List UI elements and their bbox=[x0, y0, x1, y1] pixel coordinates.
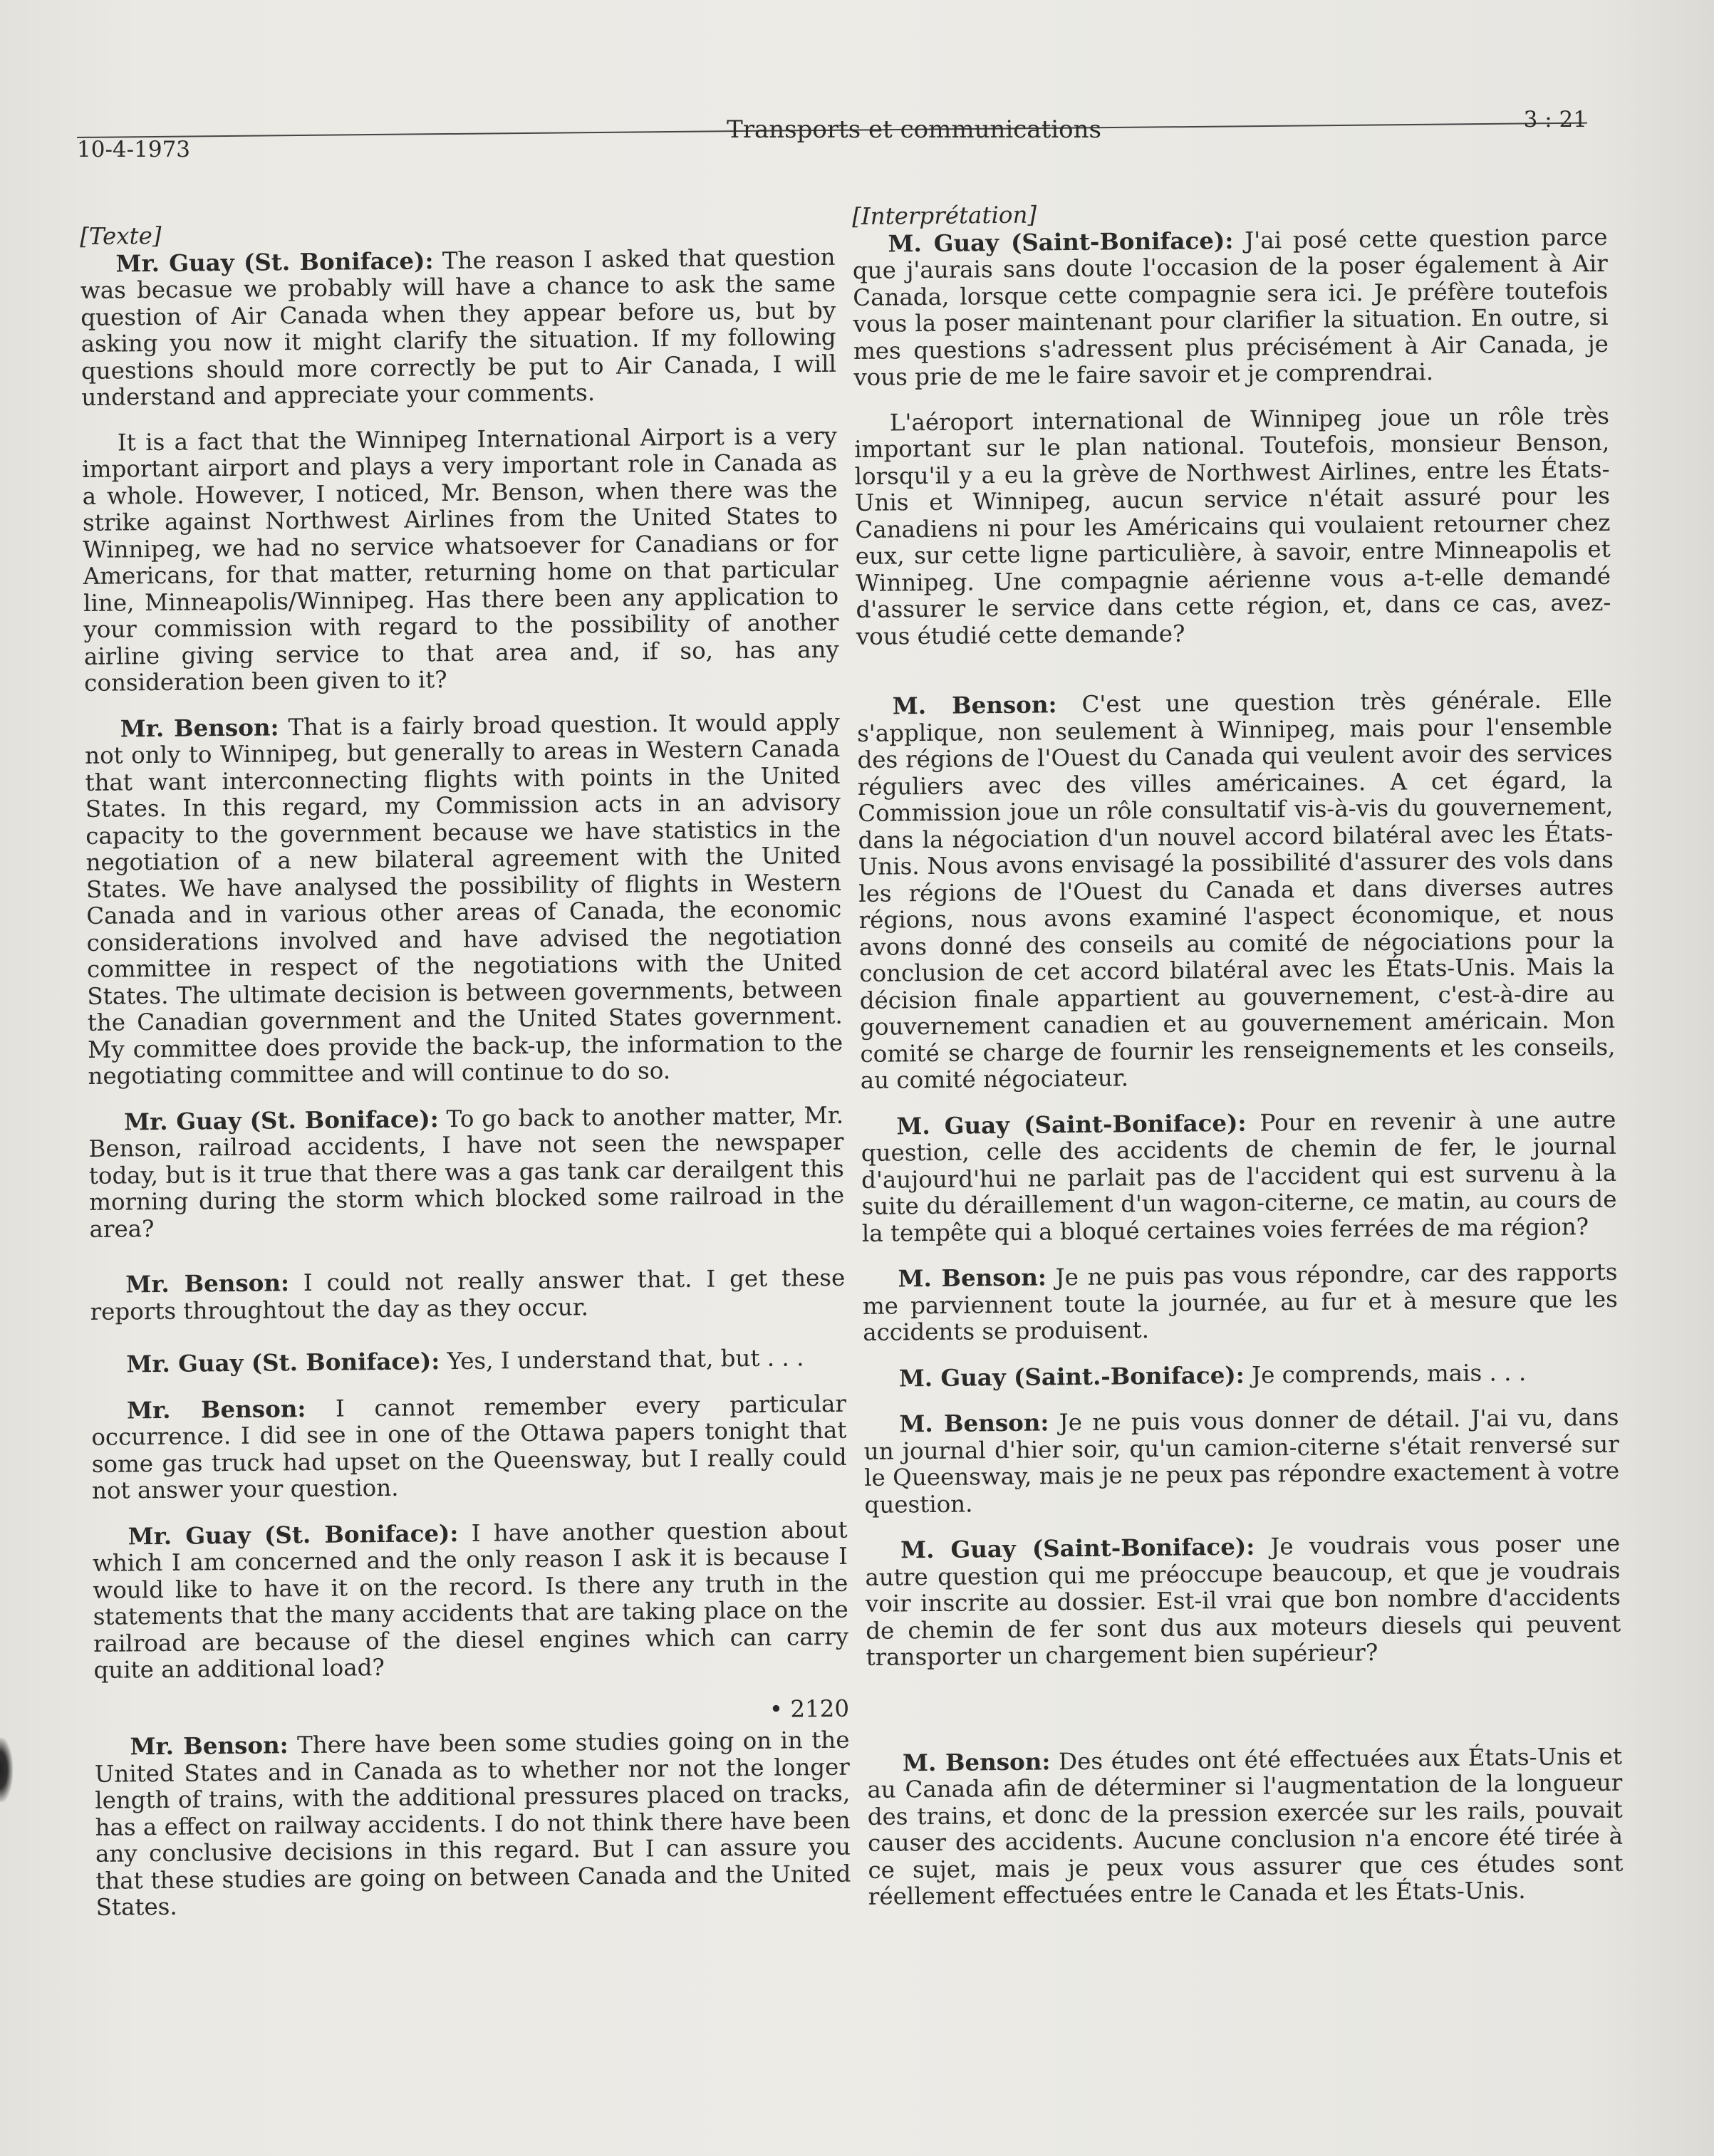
paragraph bbox=[82, 422, 840, 697]
paragraph bbox=[90, 1264, 846, 1326]
paragraph-text: There have been some studies going on in the United States and in Canada as to whether nor not the longer length of trains, with the additional pressures placed on tracks, has a effect on railway accidents. I do not think there have been any conclusive decisions in this regard. But I can assure you that these studies are going on between Canada and the United States. bbox=[94, 1726, 851, 1921]
paragraph-text: Yes, I understand that, but . . . bbox=[447, 1344, 804, 1375]
paragraph-text: C'est une question très générale. Elle s'applique, non seulement à Winnipeg, mais pour l'ensemble des régions de l'Ouest du Canada qui veulent avoir des services réguliers avec des villes américaines. A cet égard, la Commission joue un rôle consultatif vis-à-vis du gouvernement, dans la négociation d'un nouvel accord bilatéral avec les États-Unis. Nous avons envisagé la possibilité d'assurer des vols dans les régions de l'Ouest du Canada et dans diverses autres régions, nous avons examiné l'aspect économique, et nous avons donné des conseils au comité de négociations pour la conclusion de cet accord bilatéral avec les États-Unis. Mais la décision finale appartient au gouvernement, c'est-à-dire au gouvernement canadien et au gouvernement américain. Mon comité se charge de fournir les renseignements et les conseils, au comité négociateur. bbox=[856, 685, 1616, 1094]
speaker-name: Mr. Guay (St. Boniface): bbox=[126, 1347, 440, 1378]
paragraph-text: Pour en revenir à une autre question, celle des accidents de chemin de fer, le journal d'aujourd'hui ne parlait pas de l'accident qui est survenu à la suite du déraillement d'un wagon-citerne, ce matin, au cours de la tempête qui a bloqué certaines voies ferrées de ma région? bbox=[861, 1105, 1617, 1247]
speaker-name: Mr. Benson: bbox=[125, 1269, 290, 1298]
paragraph bbox=[852, 223, 1609, 391]
paragraph-text: I have another question about which I am concerned and the only reason I ask it is because I would like to have it on the record. Is there any truth in the statements that the many accidents that are taking place on the railroad are because of the diesel engines which can carry quite an additional load? bbox=[92, 1516, 849, 1684]
paragraph-text: L'aéroport international de Winnipeg joue un rôle très important sur le plan national. Toutefois, monsieur Benson, lorsqu'il y a eu la grève de Northwest Airlines, entre les États-Unis et Winnipeg, aucun service n'était assuré pour les Canadiens ni pour les Américains qui voulaient retourner chez eux, sur cette ligne particulière, à savoir, entre Minneapolis et Winnipeg. Une compagnie aérienne vous a-t-elle demandé d'assurer le service dans cette région, et, dans ce cas, avez-vous étudié cette demande? bbox=[854, 402, 1611, 650]
paragraph-text: Des études ont été effectuées aux États-Unis et au Canada afin de déterminer si l'augmentation de la longueur des trains, et donc de la pression exercée sur les rails, pouvait causer des accidents. Aucune conclusion n'a encore été tirée à ce sujet, mais je peux vous assurer que ces études sont réellement effectuées entre le Canada et les États-Unis. bbox=[867, 1742, 1624, 1910]
paragraph-text: Je ne puis vous donner de détail. J'ai vu, dans un journal d'hier soir, qu'un camion-citerne s'était renversé sur le Queensway, mais je ne peux pas répondre exactement à votre question. bbox=[863, 1403, 1620, 1519]
speaker-name: Mr. Guay (St. Boniface): bbox=[123, 1104, 439, 1135]
speaker-name: Mr. Benson: bbox=[120, 712, 279, 742]
header-date: 10-4-1973 bbox=[77, 137, 191, 162]
paragraph bbox=[80, 243, 836, 411]
paragraph-text: That is a fairly broad question. It would apply not only to Winnipeg, but generally to areas in Western Canada that want interconnecting flights with points in the United States. In this regard, my Commission acts in an advisory capacity to the government because we have statistics in the negotiation of a new bilateral agreement with the United States. We have analysed the possibility of flights in Western Canada and in various other areas of Canada, the economic considerations involved and have advised the negotiation committee in respect of the negotiations with the United States. The ultimate decision is between governments, between the Canadian government and the United States government. My committee does provide the back-up, the information to the negotiating committee and will continue to do so. bbox=[84, 708, 843, 1090]
section-label: [Interprétation] bbox=[851, 201, 1037, 230]
speaker-name: M. Guay (Saint-Boniface): bbox=[896, 1108, 1247, 1140]
paragraph bbox=[861, 1105, 1617, 1247]
paragraph-text: I cannot remember every particular occurrence. I did see in one of the Ottawa papers tonight that some gas truck had upset on the Queensway, but I really could not answer your question. bbox=[91, 1390, 847, 1504]
paragraph bbox=[865, 1530, 1621, 1672]
paragraph-text: To go back to another matter, Mr. Benson, railroad accidents, I have not seen the newspaper today, but is it true that there was a gas tank car derailgent this morning during the storm which blocked some railroad in the area? bbox=[88, 1101, 845, 1243]
paragraph bbox=[88, 1101, 845, 1243]
paragraph-text: Je ne puis pas vous répondre, car des rapports me parviennent toute la journée, au fur et à mesure que les accidents se produisent. bbox=[862, 1258, 1618, 1346]
paragraph bbox=[854, 402, 1611, 650]
paragraph-text: Je voudrais vous poser une autre question qui me préoccupe beaucoup, et que je voudrais voir inscrite au dossier. Est-il vrai que bon nombre d'accidents de chemin de fer sont dus aux moteurs diesels qui peuvent transporter un chargement bien supérieur? bbox=[865, 1529, 1621, 1671]
paragraph bbox=[93, 1516, 849, 1684]
paragraph bbox=[863, 1404, 1619, 1519]
page-header bbox=[77, 107, 1587, 162]
speaker-name: M. Guay (Saint-Boniface): bbox=[900, 1532, 1255, 1564]
paragraph bbox=[862, 1259, 1618, 1347]
paragraph bbox=[857, 686, 1616, 1095]
speaker-name: Mr. Benson: bbox=[130, 1731, 289, 1761]
paragraph-text: Je comprends, mais . . . bbox=[1251, 1358, 1527, 1389]
binding-shadow bbox=[0, 1738, 13, 1802]
speaker-name: M. Benson: bbox=[898, 1263, 1047, 1293]
speaker-name: M. Benson: bbox=[892, 690, 1057, 720]
header-page-number: 3 : 21 bbox=[1523, 107, 1587, 132]
paragraph-text: It is a fact that the Winnipeg International Airport is a very important airport and plays a very important role in Canada as a whole. However, I noticed, Mr. Benson, when there was the strike against Northwest Airlines from the United States to Winnipeg, we had no service whatsoever for Canadians or for Americans, for that matter, returning home on that particular line, Minneapolis/Winnipeg. Has there been any application to your commission with regard to the possibility of another airline giving service to that area and, if so, has any consideration been given to it? bbox=[82, 422, 839, 697]
time-marker: • 2120 bbox=[769, 1694, 850, 1723]
speaker-name: M. Guay (Saint.-Boniface): bbox=[898, 1360, 1245, 1392]
paragraph bbox=[867, 1742, 1624, 1910]
speaker-name: M. Guay (Saint-Boniface): bbox=[888, 226, 1234, 258]
paragraph bbox=[85, 708, 843, 1090]
speaker-name: Mr. Guay (St. Boniface): bbox=[115, 246, 434, 278]
header-title: Transports et communications bbox=[727, 115, 1101, 144]
speaker-name: Mr. Guay (St. Boniface): bbox=[128, 1519, 459, 1550]
speaker-name: Mr. Benson: bbox=[126, 1394, 306, 1424]
paragraph bbox=[90, 1344, 846, 1379]
paragraph-text: I could not really answer that. I get these reports throughtout the day as they occur. bbox=[90, 1264, 846, 1326]
paragraph bbox=[91, 1390, 847, 1504]
paragraph-text: The reason I asked that question was becasue we probably will have a chance to ask the same question of Air Canada when they appear before us, but by asking you now it might clarify the situation. If my following questions should more correctly be put to Air Canada, I will understand and appreciate your comments. bbox=[80, 243, 837, 411]
speaker-name: M. Benson: bbox=[899, 1408, 1049, 1438]
paragraph bbox=[863, 1358, 1619, 1392]
english-column bbox=[80, 217, 851, 1940]
paragraph bbox=[94, 1727, 851, 1922]
section-label: [Texte] bbox=[79, 222, 162, 250]
french-column bbox=[852, 197, 1624, 1930]
paragraph-text: J'ai posé cette question parce que j'aurais sans doute l'occasion de la poser également à Air Canada, lorsque cette compagnie sera ici. Je préfère toutefois vous la poser maintenant pour clarifier la situation. En outre, si mes questions s'adressent plus précisément à Air Canada, je vous prie de me le faire savoir et je comprendrai. bbox=[852, 223, 1609, 391]
speaker-name: M. Benson: bbox=[902, 1746, 1051, 1776]
